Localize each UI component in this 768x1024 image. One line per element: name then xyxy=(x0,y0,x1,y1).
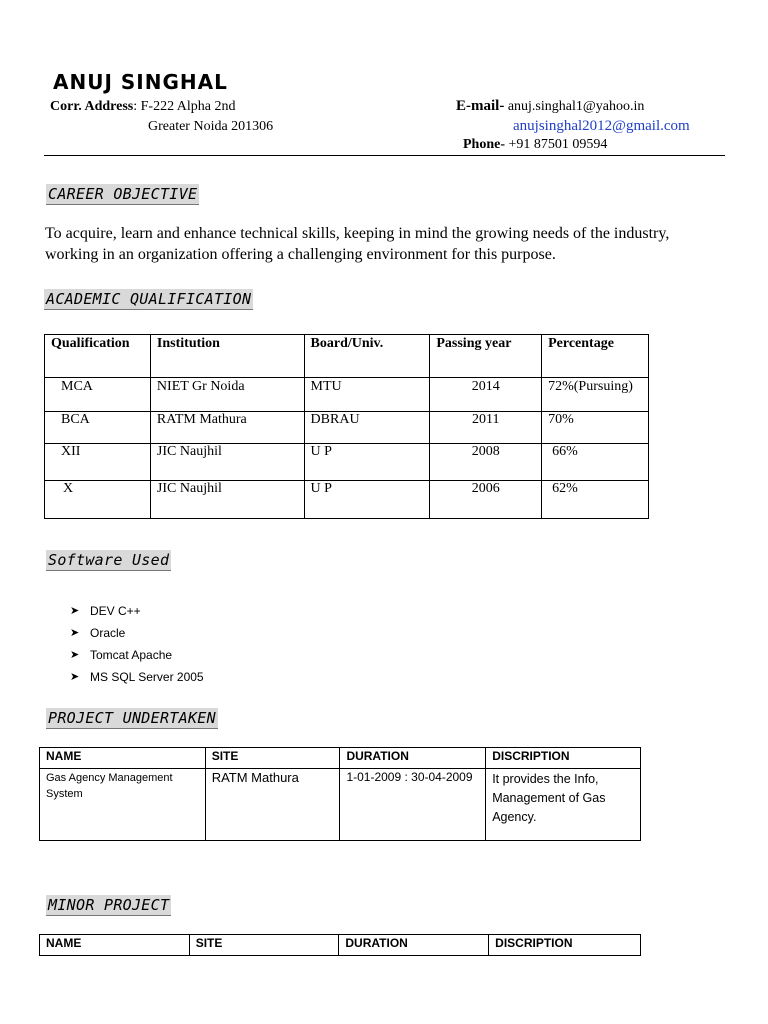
software-item-label: Oracle xyxy=(90,626,126,640)
col-percentage: Percentage xyxy=(542,335,649,378)
minor-header-row xyxy=(40,935,641,956)
col-board: Board/Univ. xyxy=(304,335,430,378)
cell-project-site: RATM Mathura xyxy=(205,769,340,841)
academic-heading: ACADEMIC QUALIFICATION xyxy=(46,290,252,308)
project-heading: PROJECT UNDERTAKEN xyxy=(48,709,216,727)
table-row xyxy=(45,481,649,519)
cell-project-name: Gas Agency Management System xyxy=(40,769,206,841)
col-site: SITE xyxy=(205,748,340,769)
email-primary[interactable]: anuj.singhal1@yahoo.in xyxy=(507,99,645,114)
table-row xyxy=(40,769,641,841)
cell-year: 2006 xyxy=(430,481,542,519)
cell-qualification: XII xyxy=(45,444,151,481)
col-description: DISCRIPTION xyxy=(486,748,641,769)
cell-year: 2011 xyxy=(430,412,542,444)
email-secondary[interactable]: anujsinghal2012@gmail.com xyxy=(513,118,690,134)
header-divider xyxy=(44,155,725,156)
address-label: Corr. Address xyxy=(50,99,134,114)
software-item-label: Tomcat Apache xyxy=(90,648,173,662)
cell-qualification: MCA xyxy=(45,378,151,412)
list-item xyxy=(70,622,204,644)
address-line-2: Greater Noida 201306 xyxy=(148,119,274,134)
software-item-label: DEV C++ xyxy=(90,604,141,618)
career-objective-heading: CAREER OBJECTIVE xyxy=(48,185,198,203)
minor-project-table xyxy=(39,934,641,956)
candidate-name: ANUJ SINGHAL xyxy=(53,70,228,94)
software-item-label: MS SQL Server 2005 xyxy=(90,670,204,684)
academic-table xyxy=(44,334,649,519)
cell-board: DBRAU xyxy=(304,412,430,444)
cell-project-duration: 1-01-2009 : 30-04-2009 xyxy=(340,769,486,841)
col-qualification: Qualification xyxy=(45,335,151,378)
col-description: DISCRIPTION xyxy=(489,935,641,956)
cell-institution: RATM Mathura xyxy=(150,412,304,444)
col-name: NAME xyxy=(40,748,206,769)
col-name: NAME xyxy=(40,935,190,956)
phone-value: +91 87501 09594 xyxy=(508,137,608,152)
email-line-1 xyxy=(456,98,644,115)
academic-header-row xyxy=(45,335,649,378)
cell-percentage: 62% xyxy=(542,481,649,519)
arrow-bullet-icon: ➤ xyxy=(70,649,80,661)
cell-board: U P xyxy=(304,444,430,481)
col-passing-year: Passing year xyxy=(430,335,542,378)
cell-project-description: It provides the Info, Management of Gas Agency. xyxy=(486,769,641,841)
arrow-bullet-icon: ➤ xyxy=(70,627,80,639)
table-row xyxy=(45,378,649,412)
cell-percentage: 66% xyxy=(542,444,649,481)
col-duration: DURATION xyxy=(339,935,489,956)
cell-board: MTU xyxy=(304,378,430,412)
cell-institution: JIC Naujhil xyxy=(150,444,304,481)
cell-qualification: BCA xyxy=(45,412,151,444)
col-institution: Institution xyxy=(150,335,304,378)
project-header-row xyxy=(40,748,641,769)
table-row xyxy=(45,412,649,444)
cell-institution: NIET Gr Noida xyxy=(150,378,304,412)
cell-percentage: 70% xyxy=(542,412,649,444)
software-heading: Software Used xyxy=(48,551,170,569)
cell-year: 2014 xyxy=(430,378,542,412)
address-line-1 xyxy=(50,99,236,115)
list-item xyxy=(70,666,204,688)
phone-label: Phone- xyxy=(463,137,505,152)
software-list xyxy=(70,600,204,688)
col-site: SITE xyxy=(189,935,339,956)
cell-qualification: X xyxy=(45,481,151,519)
cell-institution: JIC Naujhil xyxy=(150,481,304,519)
list-item xyxy=(70,644,204,666)
cell-percentage: 72%(Pursuing) xyxy=(542,378,649,412)
cell-year: 2008 xyxy=(430,444,542,481)
address-value-1: : F-222 Alpha 2nd xyxy=(133,99,236,114)
project-table xyxy=(39,747,641,841)
arrow-bullet-icon: ➤ xyxy=(70,605,80,617)
col-duration: DURATION xyxy=(340,748,486,769)
phone-line xyxy=(463,137,607,153)
cell-board: U P xyxy=(304,481,430,519)
arrow-bullet-icon: ➤ xyxy=(70,671,80,683)
minor-project-heading: MINOR PROJECT xyxy=(48,896,170,914)
career-objective-text: To acquire, learn and enhance technical skills, keeping in mind the growing needs of the industry, working in an organization offering a challenging environment for this purpose. xyxy=(45,225,670,263)
list-item xyxy=(70,600,204,622)
table-row xyxy=(45,444,649,481)
email-label: E-mail- xyxy=(456,98,505,114)
